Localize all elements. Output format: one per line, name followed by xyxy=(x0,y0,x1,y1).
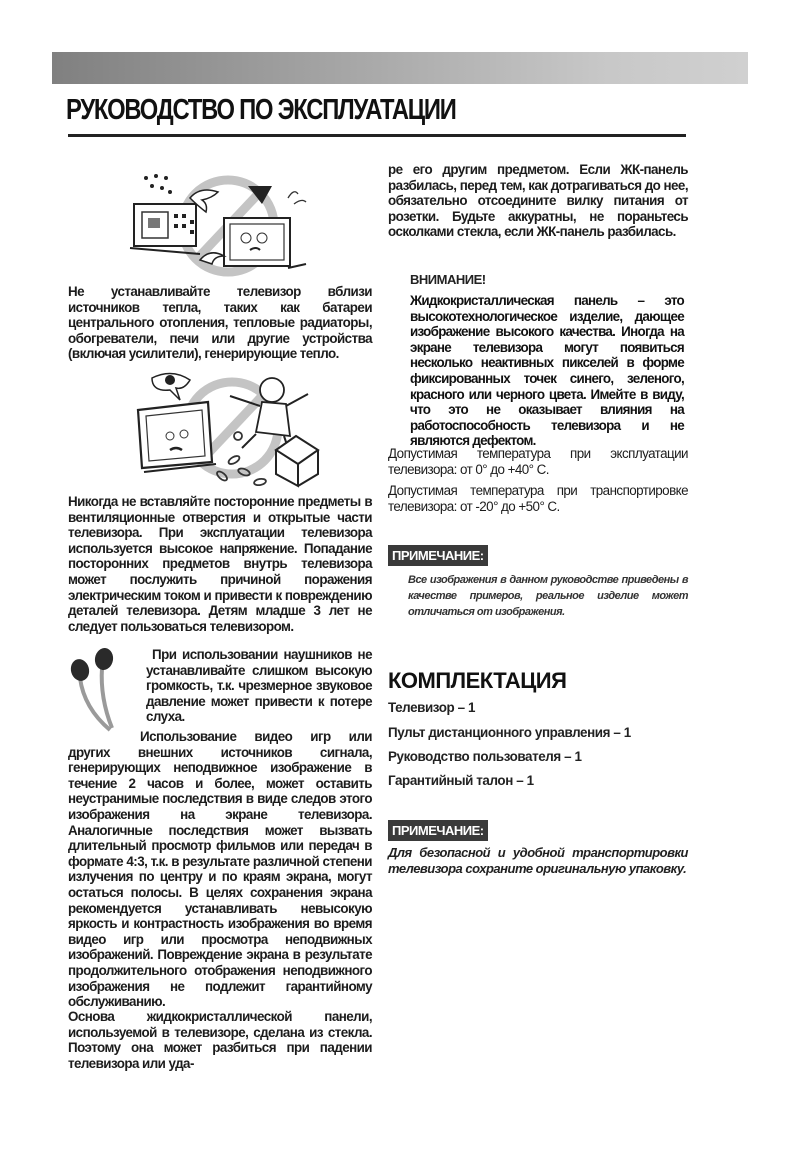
foreign-objects-warning-paragraph: Никогда не вставляйте посторонние предметы в вентиляционные отверстия и открытые части телевизора. При эксплуатации телевизора используется высокое напряжение. Попадание посторонних предметов внутрь телевизора может послужить причиной поражения электрическим током и привести к повреждению деталей телевизора. Детям младше 3 лет не следует пользоваться телевизором. xyxy=(68,494,372,634)
heat-warning-paragraph: Не устанавливайте телевизор вблизи источников тепла, таких как батареи центрального отопления, тепловые радиаторы, обогреватели, печи или другие устройства (включая усилители), генерирующие тепло. xyxy=(68,284,372,362)
glass-panel-paragraph-continued: ре его другим предметом. Если ЖК-панель разбилась, перед тем, как дотрагиваться до нее, обязательно отсоедините вилку питания от розетки. Будьте аккуратны, не пораньтесь осколками стекла, если ЖК-панель разбилась. xyxy=(388,162,688,240)
transport-temperature: Допустимая температура при транспортировке телевизора: от -20° до +50° С. xyxy=(388,483,688,514)
kit-section xyxy=(388,668,688,788)
kit-item: Пульт дистанционного управления – 1 xyxy=(388,725,631,740)
kit-item: Руководство пользователя – 1 xyxy=(388,749,582,764)
tv-near-heat-prohibited-illustration xyxy=(128,168,318,278)
note-badge: ПРИМЕЧАНИЕ: xyxy=(388,820,488,841)
static-image-warning-paragraph: Использование видео игр или других внешних источников сигнала, генерирующих неподвижное изображение в течение 2 часов и более, может оставить неустранимые последствия в виде следов этого изображения на экране телевизора. Аналогичные последствия может вызвать длительный просмотр фильмов или передач в формате 4:3, т.к. в результате различной степени излучения по центру и по краям экрана, могут остаться полосы. В целях сохранения экрана рекомендуется устанавливать невысокую яркость и контрастность изображения во время видео игр или просмотра неподвижных изображений. Повреждение экрана в результате продолжительного отображения неподвижного изображения не подлежит гарантийному обслуживанию. xyxy=(68,729,372,1010)
title-underline xyxy=(68,134,686,137)
kit-item: Гарантийный талон – 1 xyxy=(388,773,534,788)
note-badge: ПРИМЕЧАНИЕ: xyxy=(388,545,488,566)
kit-item: Телевизор – 1 xyxy=(388,700,476,715)
note-block-images xyxy=(388,545,688,620)
child-objects-in-tv-prohibited-illustration xyxy=(126,372,321,490)
note-block-packaging xyxy=(388,820,688,877)
attention-title: ВНИМАНИЕ! xyxy=(410,272,486,287)
glass-panel-paragraph: Основа жидкокристаллической панели, используемой в телевизоре, сделана из стекла. Поэтому она может разбиться при падении телевизора или уда- xyxy=(68,1009,372,1071)
kit-section-title: КОМПЛЕКТАЦИЯ xyxy=(388,668,567,693)
header-gradient-band xyxy=(52,52,748,84)
note-text: Для безопасной и удобной транспортировки телевизора сохраните оригинальную упаковку. xyxy=(388,845,688,876)
note-text: Все изображения в данном руководстве приведены в качестве примеров, реальное изделие может отличаться от изображения. xyxy=(408,574,688,618)
operating-temperature: Допустимая температура при эксплуатации телевизора: от 0° до +40° С. xyxy=(388,446,688,477)
attention-body: Жидкокристаллическая панель – это высокотехнологическое изделие, дающее изображение высокого качества. Иногда на экране телевизора могут появиться несколько неактивных пикселей в форме фиксированных точек синего, зеленого, красного или черного цвета. Имейте в виду, что это не оказывает влияния на работоспособность телевизора и не являются дефектом. xyxy=(410,293,684,449)
page-title: РУКОВОДСТВО ПО ЭКСПЛУАТАЦИИ xyxy=(66,94,456,126)
attention-block xyxy=(410,272,684,449)
headphones-warning-paragraph: При использовании наушников не устанавливайте слишком высокую громкость, т.к. чрезмерное звуковое давление может привести к потере слуха. xyxy=(146,647,372,725)
earphones-icon xyxy=(66,648,138,734)
